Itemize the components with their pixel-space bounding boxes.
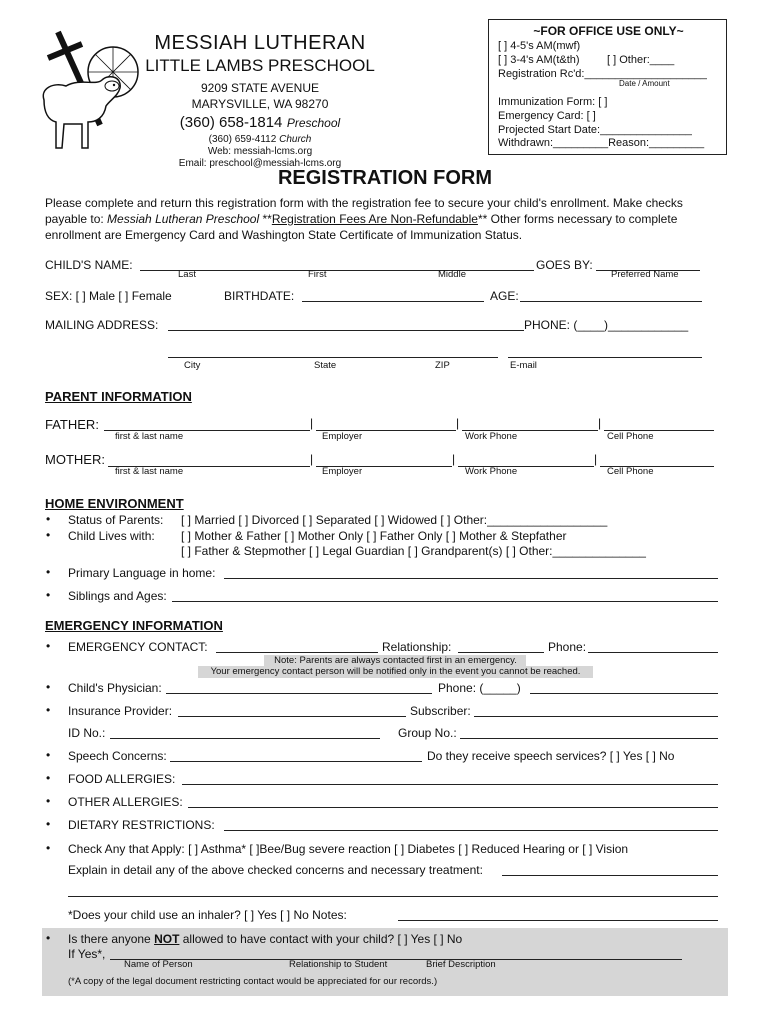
bullet: • xyxy=(46,588,51,602)
group-no-field[interactable] xyxy=(460,738,718,739)
bullet: • xyxy=(46,639,51,653)
office-line-7: Withdrawn:_________Reason:_________ xyxy=(498,137,705,149)
intro-line-2 xyxy=(45,212,677,226)
physician-phone-label: Phone: (_____) xyxy=(438,681,521,695)
city-state: MARYSVILLE, WA 98270 xyxy=(191,97,329,111)
office-line-3: Registration Rc'd:____________________ xyxy=(498,68,707,80)
status-parents-options[interactable]: [ ] Married [ ] Divorced [ ] Separated [ ] Widowed [ ] Other:__________________ xyxy=(181,513,608,527)
inhaler-question[interactable]: *Does your child use an inhaler? [ ] Yes [ ] No Notes: xyxy=(68,908,347,922)
explain-label: Explain in detail any of the above checked concerns and necessary treatment: xyxy=(68,863,483,877)
dietary-field[interactable] xyxy=(224,830,718,831)
home-env-heading: HOME ENVIRONMENT xyxy=(45,496,184,511)
child-email-field[interactable] xyxy=(508,357,702,358)
office-line-3-sub: Date / Amount xyxy=(619,79,670,88)
insurance-label: Insurance Provider: xyxy=(68,704,173,718)
if-yes-label: If Yes*, xyxy=(68,947,106,961)
physician-field[interactable] xyxy=(166,693,432,694)
header-block xyxy=(130,32,390,169)
phone-main-number: (360) 658-1814 xyxy=(179,114,283,131)
brief-description-hint: Brief Description xyxy=(426,959,496,970)
childs-name-field[interactable] xyxy=(140,270,534,271)
lamb-cross-logo xyxy=(30,30,140,155)
bullet: • xyxy=(46,771,51,785)
phone-field[interactable]: PHONE: (____)____________ xyxy=(524,318,689,332)
phone-church-number: (360) 659-4112 xyxy=(208,134,277,145)
father-label: FATHER: xyxy=(45,417,99,432)
speech-field[interactable] xyxy=(170,761,422,762)
intro-payee: Messiah Lutheran Preschool xyxy=(107,212,260,226)
phone-main xyxy=(130,114,390,132)
dietary-label: DIETARY RESTRICTIONS: xyxy=(68,818,215,832)
language-label: Primary Language in home: xyxy=(68,566,216,580)
inhaler-notes-field[interactable] xyxy=(398,920,718,921)
speech-label: Speech Concerns: xyxy=(68,749,167,763)
mother-sep-3: | xyxy=(594,452,598,466)
office-title: ~FOR OFFICE USE ONLY~ xyxy=(533,24,684,38)
relationship-field[interactable] xyxy=(458,652,544,653)
emergency-phone-label: Phone: xyxy=(548,640,587,654)
restricted-q-part1: Is there anyone xyxy=(68,932,155,946)
food-allergies-label: FOOD ALLERGIES: xyxy=(68,772,176,786)
bullet: • xyxy=(46,817,51,831)
mother-sep-2: | xyxy=(452,452,456,466)
relationship-label: Relationship: xyxy=(382,640,452,654)
middle-hint: Middle xyxy=(438,269,466,280)
status-parents-label: Status of Parents: xyxy=(68,513,164,527)
mailing-address-field[interactable] xyxy=(168,330,524,331)
phone-main-label: Preschool xyxy=(286,116,341,130)
father-sep-1: | xyxy=(310,416,314,430)
bullet: • xyxy=(46,680,51,694)
bullet: • xyxy=(46,512,51,526)
child-lives-options-1[interactable]: [ ] Mother & Father [ ] Mother Only [ ] Father Only [ ] Mother & Stepfather xyxy=(181,529,567,543)
school-subname: LITTLE LAMBS PRESCHOOL xyxy=(145,56,375,75)
office-line-4: Immunization Form: [ ] xyxy=(498,96,608,108)
phone-church-label: Church xyxy=(279,134,312,145)
office-line-2b: [ ] Other:____ xyxy=(607,54,675,66)
father-sep-3: | xyxy=(598,416,602,430)
form-title: REGISTRATION FORM xyxy=(277,167,493,189)
father-name-hint: first & last name xyxy=(115,431,184,442)
bullet: • xyxy=(46,794,51,808)
city-state-zip-field[interactable] xyxy=(168,357,498,358)
child-lives-label: Child Lives with: xyxy=(68,529,155,543)
mailing-address-label: MAILING ADDRESS: xyxy=(45,318,159,332)
bullet: • xyxy=(46,841,51,855)
bullet: • xyxy=(46,931,51,945)
website: Web: messiah-lcms.org xyxy=(207,146,313,157)
restricted-q-not: NOT xyxy=(154,932,180,946)
group-no-label: Group No.: xyxy=(398,726,457,740)
office-line-5: Emergency Card: [ ] xyxy=(498,110,596,122)
sex-options[interactable]: SEX: [ ] Male [ ] Female xyxy=(45,289,172,303)
city-hint: City xyxy=(184,360,201,371)
other-allergies-label: OTHER ALLERGIES: xyxy=(68,795,183,809)
id-no-label: ID No.: xyxy=(68,726,106,740)
zip-hint: ZIP xyxy=(435,360,450,371)
name-of-person-hint: Name of Person xyxy=(124,959,193,970)
first-hint: First xyxy=(308,269,327,280)
language-field[interactable] xyxy=(224,578,718,579)
email-hint: E-mail xyxy=(510,360,537,371)
physician-label: Child's Physician: xyxy=(68,681,162,695)
intro-other-forms: ** Other forms necessary to complete xyxy=(477,212,678,226)
emergency-contact-field[interactable] xyxy=(216,652,378,653)
bullet: • xyxy=(46,748,51,762)
legal-footnote: (*A copy of the legal document restricting contact would be appreciated for our records.) xyxy=(68,976,438,987)
goes-by-label: GOES BY: xyxy=(536,258,593,272)
age-field[interactable] xyxy=(520,301,702,302)
father-sep-2: | xyxy=(456,416,460,430)
emergency-note-2: Your emergency contact person will be notified only in the event you cannot be reached. xyxy=(210,666,581,677)
subscriber-field[interactable] xyxy=(474,716,718,717)
childs-name-label: CHILD'S NAME: xyxy=(45,258,133,272)
bullet: • xyxy=(46,528,51,542)
explain-field-1[interactable] xyxy=(502,875,718,876)
office-line-1: [ ] 4-5's AM(mwf) xyxy=(498,40,581,52)
emergency-contact-label: EMERGENCY CONTACT: xyxy=(68,640,208,654)
state-hint: State xyxy=(314,360,337,371)
rel-to-student-hint: Relationship to Student xyxy=(289,959,388,970)
speech-question[interactable]: Do they receive speech services? [ ] Yes [ ] No xyxy=(427,749,675,763)
phone-church xyxy=(130,134,390,145)
bullet: • xyxy=(46,565,51,579)
street-address: 9209 STATE AVENUE xyxy=(200,81,320,95)
intro-line-3: enrollment are Emergency Card and Washington State Certificate of Immunization Status. xyxy=(45,228,523,242)
bullet: • xyxy=(46,703,51,717)
birthdate-field[interactable] xyxy=(302,301,484,302)
school-name: MESSIAH LUTHERAN xyxy=(154,32,366,54)
mother-sep-1: | xyxy=(310,452,314,466)
parent-info-heading: PARENT INFORMATION xyxy=(45,389,192,404)
insurance-field[interactable] xyxy=(178,716,406,717)
mother-cell-hint: Cell Phone xyxy=(607,466,654,477)
last-hint: Last xyxy=(178,269,196,280)
siblings-field[interactable] xyxy=(172,601,718,602)
emergency-heading: EMERGENCY INFORMATION xyxy=(45,618,223,633)
office-line-6: Projected Start Date:_______________ xyxy=(498,124,692,136)
intro-line-1: Please complete and return this registration form with the registration fee to secure your child's enrollment. Make checks xyxy=(45,196,683,210)
child-lives-options-2[interactable]: [ ] Father & Stepmother [ ] Legal Guardian [ ] Grandparent(s) [ ] Other:______________ xyxy=(181,544,646,558)
restricted-q-part2: allowed to have contact with your child? [ ] Yes [ ] No xyxy=(179,932,463,946)
emergency-phone-field[interactable] xyxy=(588,652,718,653)
intro-stars: ** xyxy=(259,212,272,226)
id-no-field[interactable] xyxy=(110,738,380,739)
age-label: AGE: xyxy=(490,289,519,303)
food-allergies-field[interactable] xyxy=(182,784,718,785)
email: Email: preschool@messiah-lcms.org xyxy=(178,158,342,169)
preferred-hint: Preferred Name xyxy=(611,269,679,280)
physician-phone-field[interactable] xyxy=(530,693,718,694)
birthdate-label: BIRTHDATE: xyxy=(224,289,295,303)
restricted-contact-question[interactable] xyxy=(68,932,462,946)
subscriber-label: Subscriber: xyxy=(410,704,471,718)
office-line-2a: [ ] 3-4's AM(t&th) xyxy=(498,54,580,66)
mother-label: MOTHER: xyxy=(45,452,105,467)
siblings-label: Siblings and Ages: xyxy=(68,589,167,603)
mother-work-hint: Work Phone xyxy=(465,466,518,477)
explain-field-2[interactable] xyxy=(68,896,718,897)
mother-name-hint: first & last name xyxy=(115,466,184,477)
office-use-box xyxy=(488,19,727,155)
restricted-details-field[interactable] xyxy=(110,959,682,960)
father-cell-hint: Cell Phone xyxy=(607,431,654,442)
other-allergies-field[interactable] xyxy=(188,807,718,808)
check-conditions[interactable]: Check Any that Apply: [ ] Asthma* [ ]Bee/Bug severe reaction [ ] Diabetes [ ] Reduced Hearing or [ ] Vision xyxy=(68,842,629,856)
emergency-note-1: Note: Parents are always contacted first in an emergency. xyxy=(274,655,517,666)
intro-nonrefundable: Registration Fees Are Non-Refundable xyxy=(271,212,478,226)
intro-payable: payable to: xyxy=(45,212,108,226)
mother-employer-hint: Employer xyxy=(322,466,363,477)
father-work-hint: Work Phone xyxy=(465,431,518,442)
father-employer-hint: Employer xyxy=(322,431,363,442)
